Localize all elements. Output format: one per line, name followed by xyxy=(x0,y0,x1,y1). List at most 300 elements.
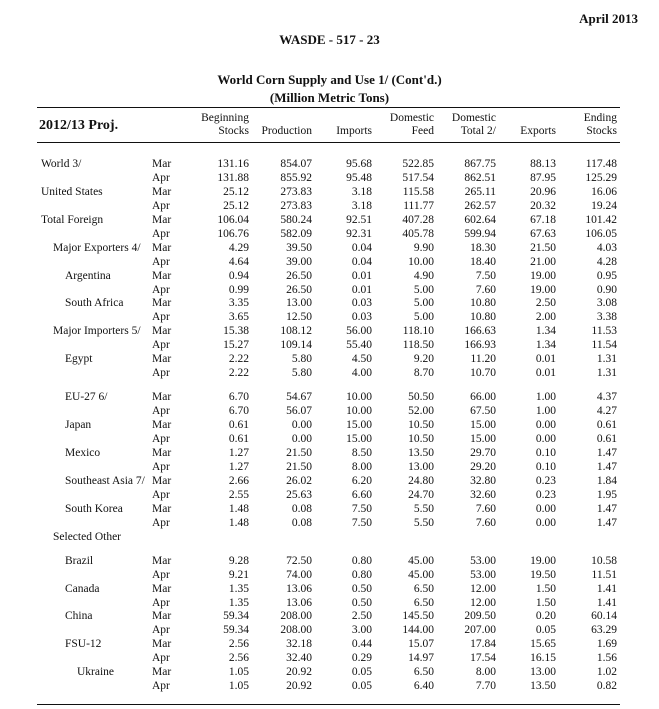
table-cell: 0.29 xyxy=(351,652,372,664)
table-cell: 2.56 xyxy=(228,652,249,664)
table-cell: 405.78 xyxy=(402,228,434,240)
table-cell: 25.63 xyxy=(286,489,312,501)
table-cell: 4.28 xyxy=(596,256,617,268)
table-cell: 2.22 xyxy=(228,353,249,365)
table-cell: 108.12 xyxy=(280,325,312,337)
table-cell: 1.00 xyxy=(535,391,556,403)
table-cell: 7.50 xyxy=(351,517,372,529)
table-cell: 67.18 xyxy=(530,214,556,226)
table-cell: 3.38 xyxy=(596,311,617,323)
table-cell: 26.50 xyxy=(286,270,312,282)
table-cell: 1.48 xyxy=(228,503,249,515)
table-cell: 15.00 xyxy=(470,419,496,431)
table-cell: 15.65 xyxy=(530,638,556,650)
table-cell: 7.60 xyxy=(475,284,496,296)
row-month-label: Mar xyxy=(152,325,172,337)
column-header-line1: Beginning xyxy=(201,112,249,124)
table-cell: 0.23 xyxy=(535,475,556,487)
table-cell: 1.27 xyxy=(228,461,249,473)
table-cell: 39.50 xyxy=(286,242,312,254)
table-cell: 2.66 xyxy=(228,475,249,487)
table-cell: 19.00 xyxy=(530,284,556,296)
table-cell: 15.00 xyxy=(346,419,372,431)
table-cell: 4.37 xyxy=(596,391,617,403)
table-cell: 3.18 xyxy=(351,200,372,212)
table-cell: 5.50 xyxy=(413,503,434,515)
table-cell: 1.02 xyxy=(596,666,617,678)
table-cell: 11.51 xyxy=(591,569,617,581)
table-cell: 26.02 xyxy=(286,475,312,487)
row-region-label: South Korea xyxy=(65,503,123,515)
table-cell: 1.35 xyxy=(228,597,249,609)
table-cell: 32.80 xyxy=(470,475,496,487)
row-month-label: Apr xyxy=(152,489,170,501)
table-cell: 1.50 xyxy=(535,583,556,595)
table-cell: 10.00 xyxy=(346,391,372,403)
table-title: World Corn Supply and Use 1/ (Cont'd.) xyxy=(217,72,442,87)
table-cell: 92.31 xyxy=(346,228,372,240)
table-cell: 1.05 xyxy=(228,666,249,678)
row-region-label: Total Foreign xyxy=(41,214,104,226)
table-cell: 8.00 xyxy=(475,666,496,678)
row-month-label: Mar xyxy=(152,666,172,678)
table-cell: 13.06 xyxy=(286,597,312,609)
row-month-label: Mar xyxy=(152,610,172,622)
table-cell: 13.06 xyxy=(286,583,312,595)
table-cell: 1.47 xyxy=(596,517,617,529)
row-month-label: Apr xyxy=(152,433,170,445)
table-cell: 7.60 xyxy=(475,517,496,529)
table-cell: 0.08 xyxy=(291,503,312,515)
row-month-label: Mar xyxy=(152,214,172,226)
row-month-label: Mar xyxy=(152,583,172,595)
report-date: April 2013 xyxy=(579,11,638,26)
row-region-label: Ukraine xyxy=(77,666,115,678)
row-region-label: Mexico xyxy=(65,447,101,459)
column-header-line1: Domestic xyxy=(451,112,496,124)
table-cell: 0.61 xyxy=(596,433,617,445)
table-cell: 95.48 xyxy=(346,172,372,184)
table-cell: 15.00 xyxy=(346,433,372,445)
table-cell: 4.03 xyxy=(596,242,617,254)
table-cell: 0.01 xyxy=(535,353,556,365)
table-cell: 106.76 xyxy=(217,228,249,240)
table-cell: 2.56 xyxy=(228,638,249,650)
column-header xyxy=(486,112,556,138)
row-month-label: Apr xyxy=(152,367,170,379)
table-cell: 4.27 xyxy=(596,405,617,417)
table-cell: 20.96 xyxy=(530,186,556,198)
row-month-label: Apr xyxy=(152,256,170,268)
table-cell: 19.50 xyxy=(530,569,556,581)
table-cell: 1.27 xyxy=(228,447,249,459)
table-cell: 87.95 xyxy=(530,172,556,184)
table-cell: 2.50 xyxy=(351,610,372,622)
table-cell: 12.00 xyxy=(470,597,496,609)
table-cell: 13.50 xyxy=(530,680,556,692)
table-cell: 2.00 xyxy=(535,311,556,323)
table-cell: 0.01 xyxy=(351,284,372,296)
row-month-label: Apr xyxy=(152,652,170,664)
table-cell: 580.24 xyxy=(280,214,312,226)
table-cell: 12.00 xyxy=(470,583,496,595)
table-cell: 1.56 xyxy=(596,652,617,664)
table-cell: 8.70 xyxy=(413,367,434,379)
table-cell: 6.50 xyxy=(413,597,434,609)
top-rule xyxy=(37,107,620,108)
table-cell: 17.54 xyxy=(470,652,496,664)
table-cell: 1.47 xyxy=(596,503,617,515)
column-header-line1 xyxy=(486,112,556,125)
table-cell: 67.50 xyxy=(470,405,496,417)
row-month-label: Mar xyxy=(152,270,172,282)
table-cell: 17.84 xyxy=(470,638,496,650)
table-cell: 855.92 xyxy=(280,172,312,184)
row-region-label: United States xyxy=(41,186,103,198)
table-cell: 11.53 xyxy=(591,325,617,337)
table-cell: 8.50 xyxy=(351,447,372,459)
table-cell: 1.05 xyxy=(228,680,249,692)
table-cell: 117.48 xyxy=(585,158,617,170)
table-cell: 15.07 xyxy=(408,638,434,650)
table-cell: 265.11 xyxy=(464,186,496,198)
row-region-label: FSU-12 xyxy=(65,638,102,650)
column-header-line2: Stocks xyxy=(218,125,249,137)
table-cell: 5.50 xyxy=(413,517,434,529)
row-region-label: Selected Other xyxy=(53,531,122,543)
table-cell: 19.00 xyxy=(530,555,556,567)
column-header-line2: Production xyxy=(261,125,312,137)
row-month-label: Mar xyxy=(152,186,172,198)
table-cell: 115.58 xyxy=(402,186,434,198)
table-cell: 0.00 xyxy=(535,503,556,515)
table-cell: 208.00 xyxy=(280,624,312,636)
row-month-label: Mar xyxy=(152,158,172,170)
header-rule xyxy=(37,142,620,143)
row-month-label: Apr xyxy=(152,284,170,296)
table-cell: 3.65 xyxy=(228,311,249,323)
table-subtitle: (Million Metric Tons) xyxy=(269,90,390,105)
table-cell: 9.28 xyxy=(228,555,249,567)
table-cell: 95.68 xyxy=(346,158,372,170)
table-cell: 1.35 xyxy=(228,583,249,595)
table-cell: 111.77 xyxy=(403,200,434,212)
table-cell: 131.16 xyxy=(217,158,249,170)
table-cell: 11.54 xyxy=(591,339,617,351)
table-cell: 6.70 xyxy=(228,405,249,417)
table-cell: 209.50 xyxy=(464,610,496,622)
table-cell: 16.15 xyxy=(530,652,556,664)
table-cell: 52.00 xyxy=(408,405,434,417)
table-cell: 13.00 xyxy=(286,297,312,309)
table-cell: 19.00 xyxy=(530,270,556,282)
table-cell: 4.64 xyxy=(228,256,249,268)
table-cell: 1.47 xyxy=(596,461,617,473)
table-cell: 21.50 xyxy=(286,461,312,473)
table-cell: 0.44 xyxy=(351,638,372,650)
row-month-label: Apr xyxy=(152,172,170,184)
row-month-label: Mar xyxy=(152,555,172,567)
table-cell: 92.51 xyxy=(346,214,372,226)
table-cell: 3.00 xyxy=(351,624,372,636)
table-cell: 207.00 xyxy=(464,624,496,636)
table-cell: 67.63 xyxy=(530,228,556,240)
table-cell: 3.08 xyxy=(596,297,617,309)
row-month-label: Mar xyxy=(152,638,172,650)
table-cell: 10.80 xyxy=(470,297,496,309)
row-month-label: Apr xyxy=(152,339,170,351)
table-cell: 72.50 xyxy=(286,555,312,567)
table-cell: 106.04 xyxy=(217,214,249,226)
table-cell: 15.27 xyxy=(223,339,249,351)
table-cell: 9.21 xyxy=(228,569,249,581)
table-cell: 0.00 xyxy=(291,433,312,445)
table-cell: 32.60 xyxy=(470,489,496,501)
table-cell: 0.80 xyxy=(351,555,372,567)
table-cell: 6.50 xyxy=(413,583,434,595)
table-cell: 118.50 xyxy=(402,339,434,351)
table-cell: 1.50 xyxy=(535,597,556,609)
row-region-label: Brazil xyxy=(65,555,94,567)
table-cell: 53.00 xyxy=(470,555,496,567)
table-cell: 0.61 xyxy=(228,433,249,445)
table-cell: 0.61 xyxy=(596,419,617,431)
row-month-label: Apr xyxy=(152,228,170,240)
table-cell: 15.00 xyxy=(470,433,496,445)
table-cell: 0.61 xyxy=(228,419,249,431)
table-cell: 0.10 xyxy=(535,447,556,459)
row-region-label: Japan xyxy=(65,419,92,431)
table-cell: 7.50 xyxy=(475,270,496,282)
table-cell: 0.00 xyxy=(291,419,312,431)
row-region-label: World 3/ xyxy=(41,158,82,170)
table-cell: 55.40 xyxy=(346,339,372,351)
column-header-line2: Stocks xyxy=(586,125,617,137)
table-cell: 0.90 xyxy=(596,284,617,296)
table-cell: 7.60 xyxy=(475,503,496,515)
table-cell: 54.67 xyxy=(286,391,312,403)
table-cell: 1.95 xyxy=(596,489,617,501)
table-cell: 4.00 xyxy=(351,367,372,379)
table-cell: 0.80 xyxy=(351,569,372,581)
table-cell: 10.50 xyxy=(408,433,434,445)
table-cell: 7.50 xyxy=(351,503,372,515)
table-cell: 0.04 xyxy=(351,242,372,254)
table-cell: 53.00 xyxy=(470,569,496,581)
table-cell: 56.00 xyxy=(346,325,372,337)
table-cell: 10.00 xyxy=(408,256,434,268)
row-region-label: EU-27 6/ xyxy=(65,391,108,403)
table-cell: 13.00 xyxy=(408,461,434,473)
table-cell: 0.03 xyxy=(351,311,372,323)
table-cell: 6.40 xyxy=(413,680,434,692)
table-cell: 0.50 xyxy=(351,583,372,595)
table-cell: 166.63 xyxy=(464,325,496,337)
table-cell: 12.50 xyxy=(286,311,312,323)
table-cell: 29.70 xyxy=(470,447,496,459)
table-cell: 1.31 xyxy=(596,367,617,379)
table-cell: 1.47 xyxy=(596,447,617,459)
table-cell: 582.09 xyxy=(280,228,312,240)
table-cell: 125.29 xyxy=(585,172,617,184)
table-cell: 63.29 xyxy=(591,624,617,636)
table-cell: 6.20 xyxy=(351,475,372,487)
row-month-label: Apr xyxy=(152,517,170,529)
table-cell: 407.28 xyxy=(402,214,434,226)
row-month-label: Mar xyxy=(152,475,172,487)
table-cell: 0.20 xyxy=(535,610,556,622)
row-month-label: Mar xyxy=(152,419,172,431)
row-month-label: Apr xyxy=(152,624,170,636)
table-cell: 24.70 xyxy=(408,489,434,501)
table-cell: 7.70 xyxy=(475,680,496,692)
table-cell: 8.00 xyxy=(351,461,372,473)
table-cell: 262.57 xyxy=(464,200,496,212)
row-region-label: Egypt xyxy=(65,353,93,365)
table-cell: 118.10 xyxy=(402,325,434,337)
table-cell: 9.90 xyxy=(413,242,434,254)
table-cell: 131.88 xyxy=(217,172,249,184)
table-cell: 10.80 xyxy=(470,311,496,323)
table-cell: 1.84 xyxy=(596,475,617,487)
table-cell: 5.00 xyxy=(413,297,434,309)
table-cell: 2.50 xyxy=(535,297,556,309)
table-cell: 6.70 xyxy=(228,391,249,403)
table-cell: 66.00 xyxy=(470,391,496,403)
row-region-label: China xyxy=(65,610,93,622)
table-cell: 208.00 xyxy=(280,610,312,622)
table-cell: 0.05 xyxy=(535,624,556,636)
row-region-label: Canada xyxy=(65,583,100,595)
table-cell: 21.50 xyxy=(530,242,556,254)
column-header xyxy=(302,112,372,138)
table-cell: 20.92 xyxy=(286,666,312,678)
row-region-label: Argentina xyxy=(65,270,111,282)
bottom-rule xyxy=(37,704,620,705)
table-cell: 24.80 xyxy=(408,475,434,487)
table-cell: 1.48 xyxy=(228,517,249,529)
row-month-label: Mar xyxy=(152,503,172,515)
table-cell: 0.01 xyxy=(535,367,556,379)
column-header xyxy=(179,112,249,138)
table-cell: 3.35 xyxy=(228,297,249,309)
table-cell: 109.14 xyxy=(280,339,312,351)
table-cell: 0.94 xyxy=(228,270,249,282)
row-month-label: Apr xyxy=(152,569,170,581)
row-region-label: South Africa xyxy=(65,297,124,309)
row-region-label: Southeast Asia 7/ xyxy=(65,475,145,487)
table-cell: 0.03 xyxy=(351,297,372,309)
table-cell: 25.12 xyxy=(223,186,249,198)
table-cell: 6.60 xyxy=(351,489,372,501)
table-cell: 4.29 xyxy=(228,242,249,254)
table-cell: 21.00 xyxy=(530,256,556,268)
table-cell: 0.50 xyxy=(351,597,372,609)
row-month-label: Mar xyxy=(152,242,172,254)
table-cell: 0.00 xyxy=(535,517,556,529)
row-month-label: Apr xyxy=(152,200,170,212)
column-header-line1: Ending xyxy=(583,112,617,124)
table-cell: 10.00 xyxy=(346,405,372,417)
table-cell: 4.50 xyxy=(351,353,372,365)
table-cell: 88.13 xyxy=(530,158,556,170)
row-month-label: Apr xyxy=(152,461,170,473)
table-cell: 0.01 xyxy=(351,270,372,282)
table-cell: 45.00 xyxy=(408,555,434,567)
table-cell: 0.99 xyxy=(228,284,249,296)
table-cell: 10.50 xyxy=(408,419,434,431)
row-region-label: Major Importers 5/ xyxy=(53,325,141,337)
table-cell: 13.50 xyxy=(408,447,434,459)
row-month-label: Mar xyxy=(152,353,172,365)
table-cell: 522.85 xyxy=(402,158,434,170)
table-cell: 5.00 xyxy=(413,284,434,296)
table-cell: 517.54 xyxy=(402,172,434,184)
table-cell: 74.00 xyxy=(286,569,312,581)
table-cell: 20.32 xyxy=(530,200,556,212)
table-cell: 1.69 xyxy=(596,638,617,650)
table-cell: 0.04 xyxy=(351,256,372,268)
table-cell: 0.05 xyxy=(351,680,372,692)
table-cell: 273.83 xyxy=(280,186,312,198)
table-cell: 21.50 xyxy=(286,447,312,459)
table-cell: 11.20 xyxy=(470,353,496,365)
table-cell: 602.64 xyxy=(464,214,496,226)
table-cell: 0.05 xyxy=(351,666,372,678)
row-month-label: Mar xyxy=(152,297,172,309)
table-cell: 5.00 xyxy=(413,311,434,323)
row-month-label: Apr xyxy=(152,597,170,609)
table-cell: 26.50 xyxy=(286,284,312,296)
table-cell: 106.05 xyxy=(585,228,617,240)
row-month-label: Apr xyxy=(152,680,170,692)
table-cell: 29.20 xyxy=(470,461,496,473)
table-cell: 0.00 xyxy=(535,419,556,431)
row-month-label: Mar xyxy=(152,447,172,459)
table-cell: 273.83 xyxy=(280,200,312,212)
table-cell: 50.50 xyxy=(408,391,434,403)
column-header xyxy=(547,112,617,138)
table-cell: 19.24 xyxy=(591,200,617,212)
table-cell: 0.23 xyxy=(535,489,556,501)
row-month-label: Apr xyxy=(152,311,170,323)
table-cell: 14.97 xyxy=(408,652,434,664)
table-cell: 32.40 xyxy=(286,652,312,664)
table-cell: 862.51 xyxy=(464,172,496,184)
table-cell: 145.50 xyxy=(402,610,434,622)
table-cell: 18.30 xyxy=(470,242,496,254)
table-cell: 0.10 xyxy=(535,461,556,473)
table-cell: 3.18 xyxy=(351,186,372,198)
table-cell: 9.20 xyxy=(413,353,434,365)
table-cell: 1.34 xyxy=(535,339,556,351)
table-cell: 20.92 xyxy=(286,680,312,692)
table-cell: 5.80 xyxy=(291,367,312,379)
report-id: WASDE - 517 - 23 xyxy=(279,32,380,47)
column-header-line2: Feed xyxy=(411,125,434,137)
table-cell: 4.90 xyxy=(413,270,434,282)
table-cell: 59.34 xyxy=(223,610,249,622)
column-header xyxy=(364,112,434,138)
table-cell: 1.34 xyxy=(535,325,556,337)
table-cell: 32.18 xyxy=(286,638,312,650)
table-cell: 18.40 xyxy=(470,256,496,268)
table-cell: 45.00 xyxy=(408,569,434,581)
table-cell: 56.07 xyxy=(286,405,312,417)
table-cell: 166.93 xyxy=(464,339,496,351)
table-cell: 1.41 xyxy=(596,583,617,595)
table-cell: 16.06 xyxy=(591,186,617,198)
